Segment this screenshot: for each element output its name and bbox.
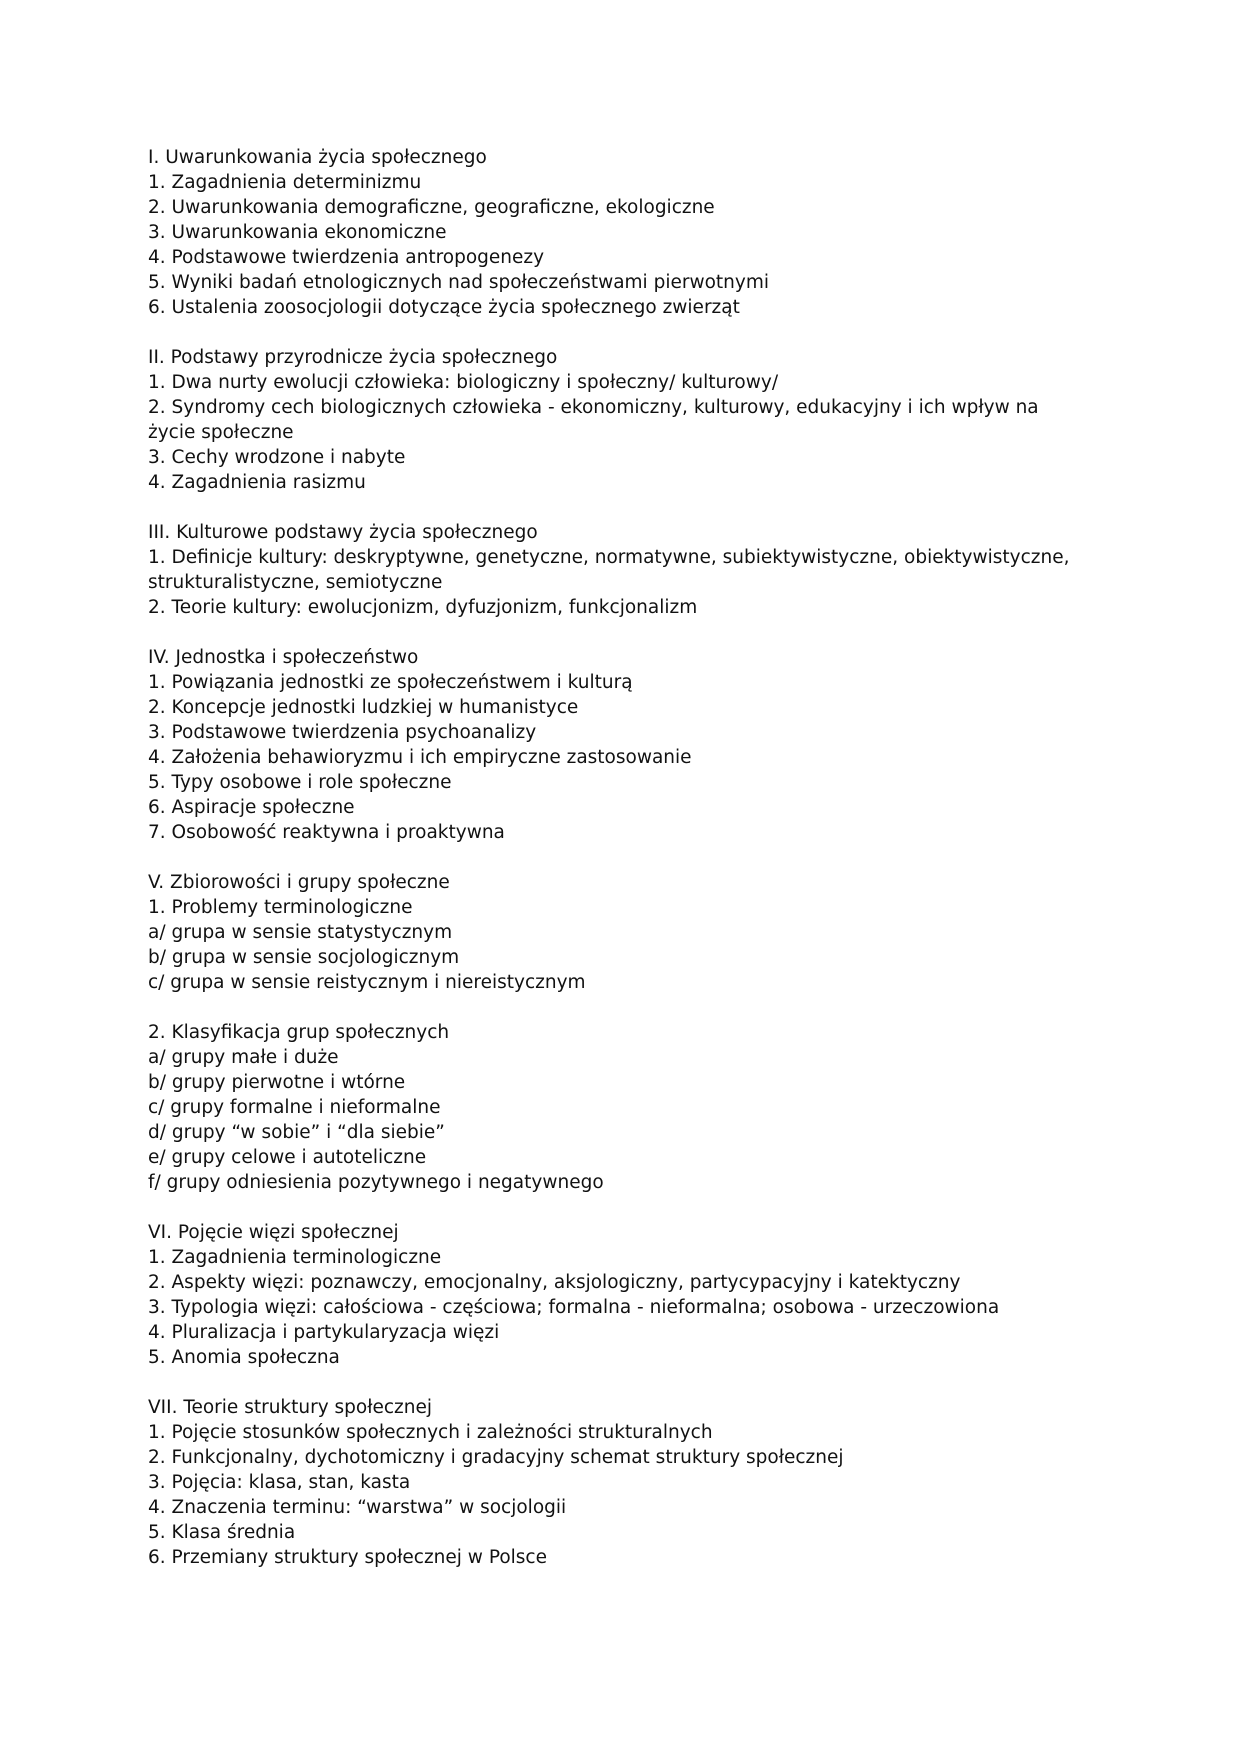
list-item: a/ grupa w sensie statystycznym bbox=[148, 922, 453, 943]
section-3 bbox=[148, 520, 1088, 620]
list-item: 1. Pojęcie stosunków społecznych i zależności strukturalnych bbox=[148, 1422, 713, 1443]
list-item: 4. Znaczenia terminu: “warstwa” w socjologii bbox=[148, 1497, 567, 1518]
list-item: c/ grupy formalne i nieformalne bbox=[148, 1097, 441, 1118]
list-item: d/ grupy “w sobie” i “dla siebie” bbox=[148, 1122, 445, 1143]
section-2 bbox=[148, 345, 1088, 495]
list-item: 6. Ustalenia zoosocjologii dotyczące życia społecznego zwierząt bbox=[148, 297, 740, 318]
list-item: 3. Podstawowe twierdzenia psychoanalizy bbox=[148, 722, 537, 743]
section-1 bbox=[148, 145, 1088, 320]
subsection-heading: 2. Klasyfikacja grup społecznych bbox=[148, 1022, 450, 1043]
list-item: b/ grupy pierwotne i wtórne bbox=[148, 1072, 406, 1093]
section-heading: V. Zbiorowości i grupy społeczne bbox=[148, 872, 450, 893]
list-item: 1. Zagadnienia terminologiczne bbox=[148, 1247, 442, 1268]
list-item: 7. Osobowość reaktywna i proaktywna bbox=[148, 822, 505, 843]
list-item: 3. Pojęcia: klasa, stan, kasta bbox=[148, 1472, 411, 1493]
list-item: 4. Założenia behawioryzmu i ich empiryczne zastosowanie bbox=[148, 747, 692, 768]
list-item: 1. Powiązania jednostki ze społeczeństwem i kulturą bbox=[148, 672, 633, 693]
list-item: 2. Koncepcje jednostki ludzkiej w humanistyce bbox=[148, 697, 579, 718]
section-7 bbox=[148, 1395, 1088, 1570]
list-item: e/ grupy celowe i autoteliczne bbox=[148, 1147, 427, 1168]
list-item: 2. Aspekty więzi: poznawczy, emocjonalny, aksjologiczny, partycypacyjny i katektyczny bbox=[148, 1272, 961, 1293]
list-item: 1. Definicje kultury: deskryptywne, genetyczne, normatywne, subiektywistyczne, obiektywistyczne, strukturalistyczne, semiotyczne bbox=[148, 547, 1070, 593]
list-item: 1. Zagadnienia determinizmu bbox=[148, 172, 422, 193]
list-item: 4. Zagadnienia rasizmu bbox=[148, 472, 366, 493]
section-heading: I. Uwarunkowania życia społecznego bbox=[148, 147, 487, 168]
list-item: 4. Pluralizacja i partykularyzacja więzi bbox=[148, 1322, 500, 1343]
list-item: 5. Anomia społeczna bbox=[148, 1347, 340, 1368]
list-item: c/ grupa w sensie reistycznym i niereistycznym bbox=[148, 972, 586, 993]
list-item: 2. Teorie kultury: ewolucjonizm, dyfuzjonizm, funkcjonalizm bbox=[148, 597, 698, 618]
list-item: f/ grupy odniesienia pozytywnego i negatywnego bbox=[148, 1172, 604, 1193]
list-item: 1. Problemy terminologiczne bbox=[148, 897, 413, 918]
section-heading: III. Kulturowe podstawy życia społecznego bbox=[148, 522, 538, 543]
section-6 bbox=[148, 1220, 1088, 1370]
section-4 bbox=[148, 645, 1088, 845]
list-item: 4. Podstawowe twierdzenia antropogenezy bbox=[148, 247, 545, 268]
section-heading: VI. Pojęcie więzi społecznej bbox=[148, 1222, 399, 1243]
section-5-classification bbox=[148, 1020, 1088, 1195]
list-item: 5. Typy osobowe i role społeczne bbox=[148, 772, 452, 793]
list-item: 2. Uwarunkowania demograficzne, geograficzne, ekologiczne bbox=[148, 197, 715, 218]
section-heading: VII. Teorie struktury społecznej bbox=[148, 1397, 433, 1418]
list-item: 5. Wyniki badań etnologicznych nad społeczeństwami pierwotnymi bbox=[148, 272, 769, 293]
list-item: 3. Typologia więzi: całościowa - częściowa; formalna - nieformalna; osobowa - urzeczowiona bbox=[148, 1297, 1000, 1318]
list-item: a/ grupy małe i duże bbox=[148, 1047, 339, 1068]
section-heading: IV. Jednostka i społeczeństwo bbox=[148, 647, 419, 668]
list-item: 2. Funkcjonalny, dychotomiczny i gradacyjny schemat struktury społecznej bbox=[148, 1447, 844, 1468]
section-5 bbox=[148, 870, 1088, 995]
list-item: 6. Aspiracje społeczne bbox=[148, 797, 355, 818]
list-item: 2. Syndromy cech biologicznych człowieka - ekonomiczny, kulturowy, edukacyjny i ich wpływ na życie społeczne bbox=[148, 397, 1039, 443]
list-item: 5. Klasa średnia bbox=[148, 1522, 296, 1543]
list-item: 3. Cechy wrodzone i nabyte bbox=[148, 447, 406, 468]
document-page bbox=[148, 145, 1088, 1595]
section-heading: II. Podstawy przyrodnicze życia społecznego bbox=[148, 347, 558, 368]
list-item: 3. Uwarunkowania ekonomiczne bbox=[148, 222, 447, 243]
list-item: b/ grupa w sensie socjologicznym bbox=[148, 947, 460, 968]
list-item: 1. Dwa nurty ewolucji człowieka: biologiczny i społeczny/ kulturowy/ bbox=[148, 372, 779, 393]
list-item: 6. Przemiany struktury społecznej w Polsce bbox=[148, 1547, 547, 1568]
